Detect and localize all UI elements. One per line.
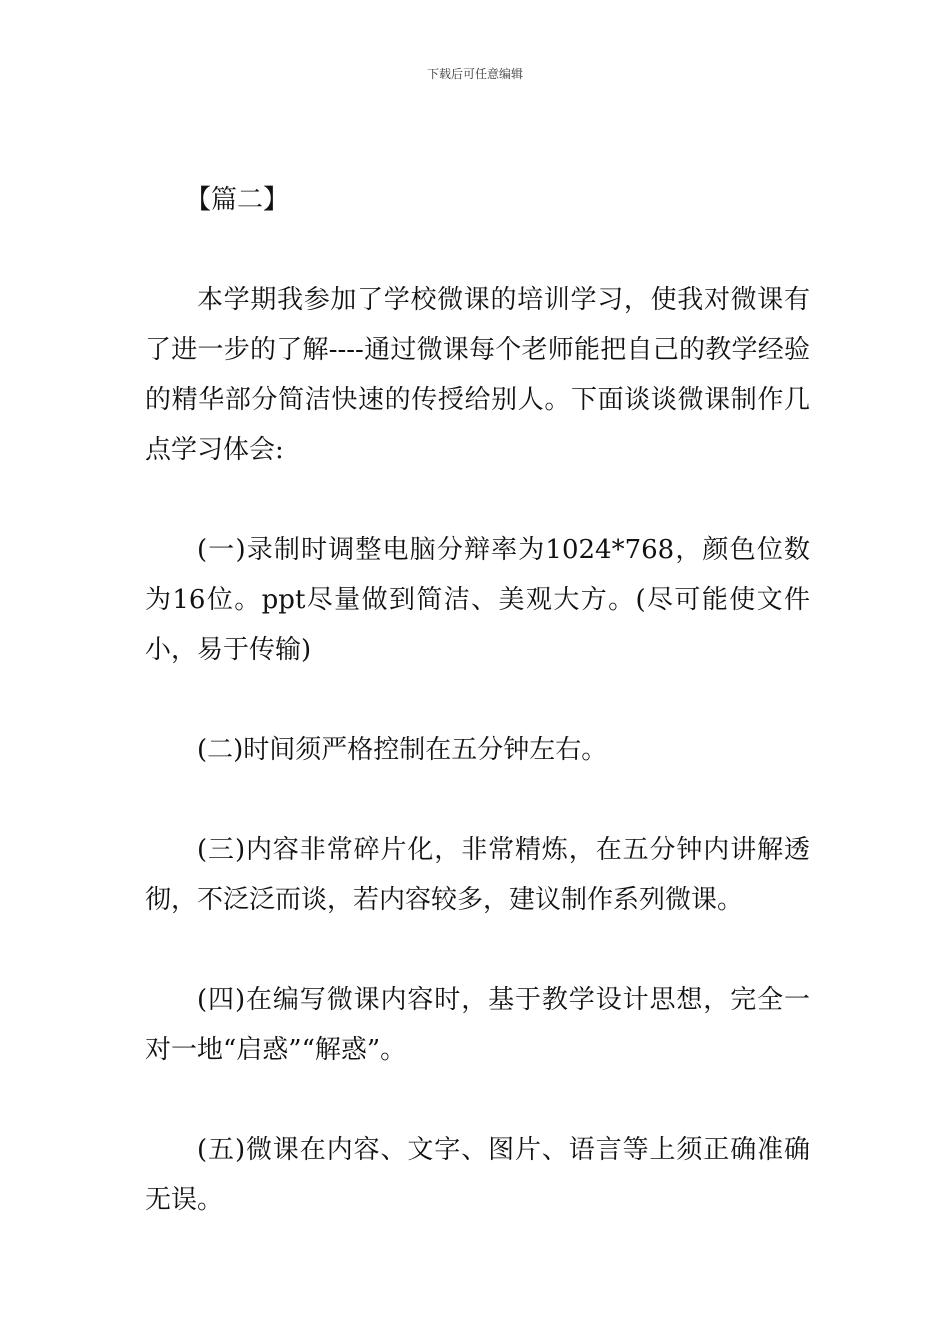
spacer bbox=[145, 675, 810, 725]
intro-paragraph: 本学期我参加了学校微课的培训学习，使我对微课有了进一步的了解----通过微课每个老师能把自己的教学经验的精华部分简洁快速的传授给别人。下面谈谈微课制作几点学习体会: bbox=[145, 285, 810, 465]
item-paragraph-4: (四)在编写微课内容时，基于教学设计思想，完全一对一地“启惑”“解惑”。 bbox=[145, 985, 810, 1065]
page-header-note: 下载后可任意编辑 bbox=[426, 67, 523, 81]
spacer bbox=[145, 225, 810, 275]
spacer bbox=[145, 475, 810, 525]
item-paragraph-2: (二)时间须严格控制在五分钟左右。 bbox=[197, 735, 608, 765]
item-paragraph-5: (五)微课在内容、文字、图片、语言等上须正确准确无误。 bbox=[145, 1135, 810, 1215]
item-paragraph-3: (三)内容非常碎片化，非常精炼，在五分钟内讲解透彻，不泛泛而谈，若内容较多，建议制作系列微课。 bbox=[145, 835, 810, 915]
spacer bbox=[145, 925, 810, 975]
item-paragraph-1: (一)录制时调整电脑分辩率为1024*768，颜色位数为16位。ppt尽量做到简洁、美观大方。(尽可能使文件小，易于传输) bbox=[145, 535, 810, 665]
section-title: 【篇二】 bbox=[185, 185, 290, 215]
document-body bbox=[145, 175, 810, 1225]
spacer bbox=[145, 775, 810, 825]
spacer bbox=[145, 1075, 810, 1125]
